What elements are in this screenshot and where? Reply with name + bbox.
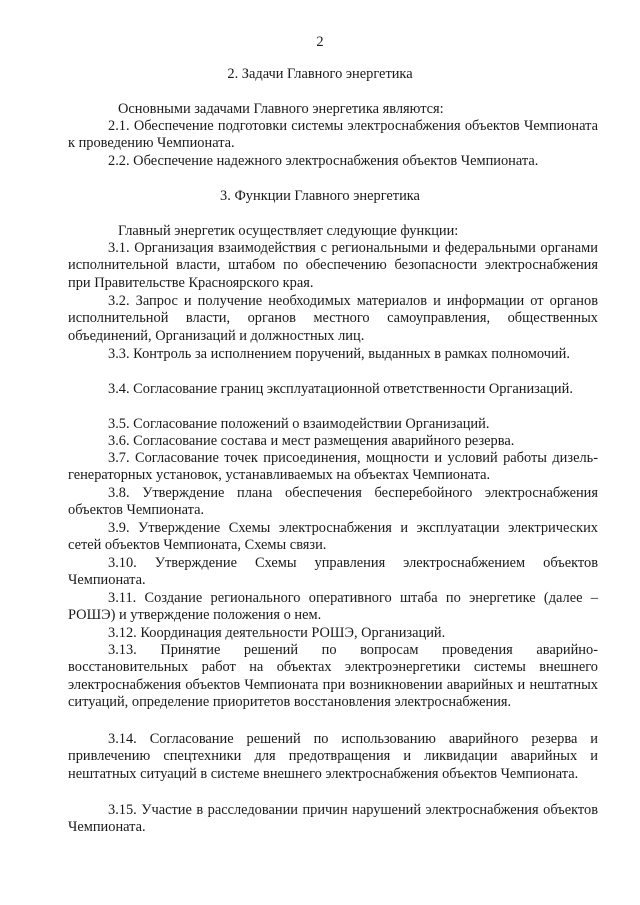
paragraph-3-15: 3.15. Участие в расследовании причин нарушений электроснабжения объектов Чемпионата. xyxy=(68,802,598,836)
page-number: 2 xyxy=(316,34,324,50)
paragraph-3-3: 3.3. Контроль за исполнением поручений, выданных в рамках полномочий. xyxy=(108,346,570,362)
paragraph-2-1: 2.1. Обеспечение подготовки системы электроснабжения объектов Чемпионата к проведению Чемпионата. xyxy=(68,118,598,152)
paragraph-3-1: 3.1. Организация взаимодействия с региональными и федеральными органами исполнительной власти, штабом по обеспечению безопасности электроснабжения при Правительстве Красноярского края. xyxy=(68,240,598,291)
paragraph-2-2: 2.2. Обеспечение надежного электроснабжения объектов Чемпионата. xyxy=(108,153,539,169)
paragraph-3-11: 3.11. Создание регионального оперативного штаба по энергетике (далее – РОШЭ) и утверждение положения о нем. xyxy=(68,590,598,624)
paragraph-3-4: 3.4. Согласование границ эксплуатационной ответственности Организаций. xyxy=(108,381,573,397)
paragraph-3-6: 3.6. Согласование состава и мест размещения аварийного резерва. xyxy=(108,433,515,449)
section-3-heading: 3. Функции Главного энергетика xyxy=(220,188,420,204)
paragraph-3-8: 3.8. Утверждение плана обеспечения бесперебойного электроснабжения объектов Чемпионата. xyxy=(68,485,598,519)
section-2-intro: Основными задачами Главного энергетика являются: xyxy=(118,101,444,117)
paragraph-3-5: 3.5. Согласование положений о взаимодействии Организаций. xyxy=(108,416,490,432)
paragraph-3-14: 3.14. Согласование решений по использованию аварийного резерва и привлечению спецтехники для предотвращения и ликвидации аварийных и нештатных ситуаций в системе внешнего электроснабжения объектов Чемпионата. xyxy=(68,731,598,782)
section-3-intro: Главный энергетик осуществляет следующие функции: xyxy=(118,223,459,239)
paragraph-3-13: 3.13. Принятие решений по вопросам проведения аварийно-восстановительных работ на объектах электроэнергетики системы внешнего электроснабжения объектов Чемпионата при возникновении аварийных и нештатных ситуаций, определение приоритетов восстановления электроснабжения. xyxy=(68,642,598,711)
section-2-heading: 2. Задачи Главного энергетика xyxy=(227,66,413,82)
paragraph-3-9: 3.9. Утверждение Схемы электроснабжения и эксплуатации электрических сетей объектов Чемпионата, Схемы связи. xyxy=(68,520,598,554)
paragraph-3-12: 3.12. Координация деятельности РОШЭ, Организаций. xyxy=(108,625,446,641)
paragraph-3-10: 3.10. Утверждение Схемы управления электроснабжением объектов Чемпионата. xyxy=(68,555,598,589)
paragraph-3-7: 3.7. Согласование точек присоединения, мощности и условий работы дизель-генераторных установок, устанавливаемых на объектах Чемпионата. xyxy=(68,450,598,484)
paragraph-3-2: 3.2. Запрос и получение необходимых материалов и информации от органов исполнительной власти, органов местного самоуправления, общественных объединений, Организаций и должностных лиц. xyxy=(68,293,598,344)
